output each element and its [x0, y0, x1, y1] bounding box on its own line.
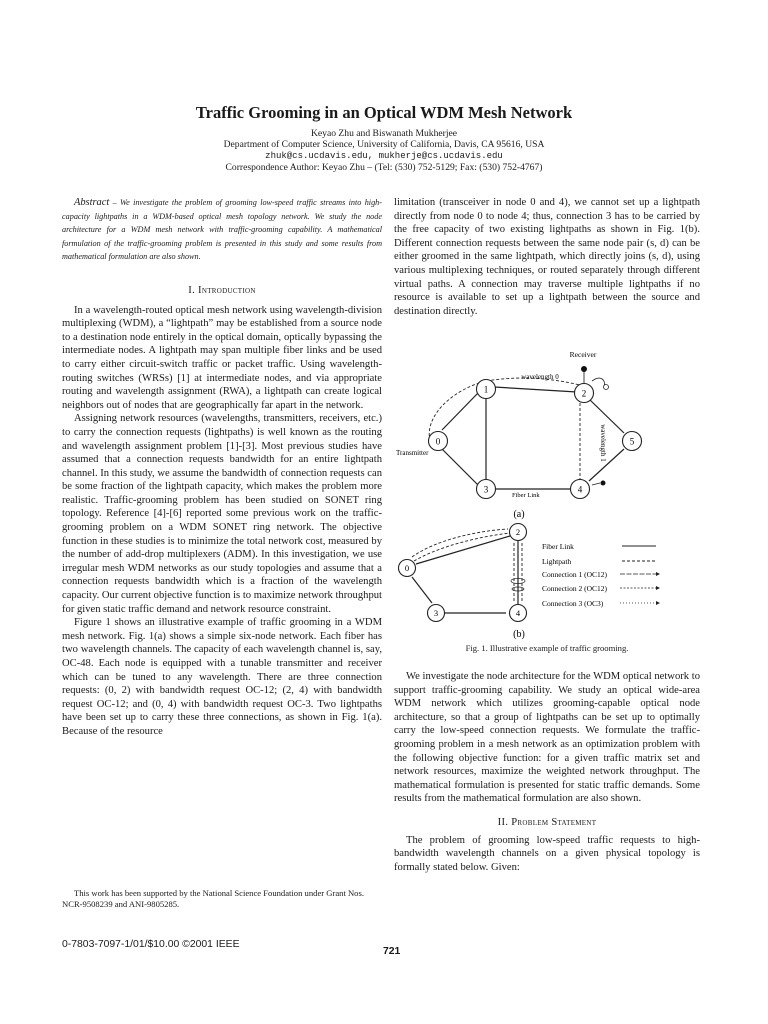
legend-fiber-link: Fiber Link: [542, 542, 574, 551]
svg-text:4: 4: [515, 608, 521, 618]
fiber-links-b: [412, 536, 518, 613]
author-names: Keyao Zhu and Biswanath Mukherjee: [311, 128, 457, 139]
section-heading-introduction: I. Introduction: [188, 284, 256, 296]
fiber-link-label: Fiber Link: [512, 492, 540, 499]
legend-connection-1: Connection 1 (OC12): [542, 570, 607, 579]
abstract-lead: Abstract: [74, 197, 110, 208]
legend-connection-3: Connection 3 (OC3): [542, 599, 604, 608]
fiber-links: [442, 384, 624, 489]
lightpaths: [429, 378, 580, 479]
legend-lightpath: Lightpath: [542, 557, 572, 566]
node-b-2: [510, 524, 527, 541]
node-1: [477, 380, 496, 399]
receiver-label: Receiver: [569, 350, 597, 359]
figure-1b: [399, 524, 661, 641]
node-2: [575, 384, 594, 403]
svg-text:4: 4: [577, 484, 583, 495]
author-affiliation: Department of Computer Science, University of California, Davis, CA 95616, USA: [223, 139, 545, 151]
page-number: 721: [383, 946, 401, 957]
paragraph: In a wavelength-routed optical mesh network using wavelength-division multiplexing (WDM), a “lightpath” may be established from a source node to a destination node entirely in the optical domain, optically bypassing the intermediate nodes. A lightpath may span multiple fiber links and be used to carry either circuit-switch traffic or packet traffic. Using wavelength-routing switches (WRSs) [1] at intermediate nodes, and via appropriate routing and wavelength assignment (RWA), a lightpath can create logical neighbors out of nodes that are geographically far apart in the network.: [62, 304, 382, 411]
correspondence-line: Correspondence Author: Keyao Zhu – (Tel: (530) 752-5129; Fax: (530) 752-4767): [225, 162, 543, 174]
receiver-icon: [581, 366, 587, 372]
node-b-3: [428, 605, 445, 622]
figure-1a: [396, 350, 642, 520]
legend-connection-2: Connection 2 (OC12): [542, 584, 607, 593]
paragraph: The problem of grooming low-speed traffic requests to high-bandwidth wavelength channels on a given physical topology is formally stated below. Given:: [394, 834, 700, 873]
right-column-bottom: [394, 670, 700, 874]
svg-text:5: 5: [629, 436, 635, 447]
wavelength1-label: wavelength 1: [599, 424, 607, 462]
left-column: [62, 196, 382, 739]
right-column-top: [394, 196, 700, 318]
node-5: [623, 432, 642, 451]
transmitter-icon: [601, 481, 606, 486]
node-b-4: [510, 605, 527, 622]
paragraph: Figure 1 shows an illustrative example of traffic grooming in a WDM mesh network. Fig. 1(a) shows a simple six-node network. Each fiber has two wavelength channels. The capacity of each wavelength channel is, say, OC-48. Each node is equipped with a tunable transmitter and receiver which can be tuned to any wavelength. There are three connection requests: (0, 2) with bandwidth request OC-12; (2, 4) with bandwidth request OC-12; and (0, 4) with bandwidth request OC-3. Two lightpaths have been set up to carry these three connections, as shown in Fig. 1(a). Because of the resource: [62, 617, 382, 737]
wavelength0-label: wavelength 0: [521, 373, 559, 381]
svg-text:1: 1: [483, 384, 489, 395]
lightpaths-b: [412, 529, 522, 603]
figure-1a-label: (a): [513, 509, 525, 520]
paragraph: limitation (transceiver in node 0 and 4), we cannot set up a lightpath directly from node 0 to node 4; thus, connection 3 has to be carried by the free capacity of two existing lightpaths as shown in Fig. 1(b). Different connection requests between the same node pair (s, d) can be either groomed in the same lightpath, which directly joins (s, d), using various multiplexing techniques, or routed separately through different virtual paths. A connection may traverse multiple lightpaths if no resource is available to set up a lightpath between the source and destination directly.: [394, 197, 700, 317]
svg-text:2: 2: [581, 388, 587, 399]
svg-text:3: 3: [483, 484, 489, 495]
figure-1: [394, 345, 700, 641]
svg-text:0: 0: [404, 563, 410, 573]
figure-1b-label: (b): [513, 629, 525, 640]
svg-text:3: 3: [433, 608, 439, 618]
paper-title: Traffic Grooming in an Optical WDM Mesh Network: [195, 103, 573, 122]
node-3: [477, 480, 496, 499]
node-b-0: [399, 560, 416, 577]
section-heading-problem-statement: II. Problem Statement: [497, 816, 597, 828]
figure-caption: Fig. 1. Illustrative example of traffic grooming.: [465, 643, 629, 653]
transmitter-label: Transmitter: [396, 449, 429, 457]
footnote: This work has been supported by the National Science Foundation under Grant Nos. NCR-9508239 and ANI-9805285.: [62, 888, 364, 909]
svg-text:0: 0: [435, 436, 441, 447]
author-block: [0, 128, 768, 174]
abstract-text: – We investigate the problem of grooming low-speed traffic streams into high-capacity lightpaths in a WDM-based optical mesh topology network. We study the node architecture for a WDM mesh network with traffic-grooming capability. A mathematical formulation of the traffic-grooming problem is presented in this study and some results from mathematical formulation are also shown.: [62, 198, 382, 262]
copyright-line: 0-7803-7097-1/01/$10.00 ©2001 IEEE: [62, 939, 240, 950]
abstract: [62, 196, 382, 264]
node-0: [429, 432, 448, 451]
svg-text:2: 2: [515, 527, 521, 537]
paragraph: Assigning network resources (wavelengths, transmitters, receivers, etc.) to carry the connection requests (lightpaths) is well known as the routing and wavelength assignment problem [1]-[3]. Most previous studies have assumed that a connection requests bandwidth for an entire lightpath channel. In this study, we assume the bandwidth of connection requests can be some fraction of the lightpath capacity, which makes the problem more realistic. Traffic-grooming problem has been studied on SONET ring topology. Reference [4]-[6] reported some previous work on the traffic-grooming problem on a WDM SONET ring network. The objective function in these studies is to minimize the total network cost, measured by the number of add-drop multiplexers (ADM). In this investigation, we use irregular mesh WDM networks as our study topologies and assume that a connection requests bandwidth which is a fraction of the wavelength capacity. Our current objective function is to maximize network throughput for given static traffic demand and network resource constraint.: [62, 413, 382, 615]
node-4: [571, 480, 590, 499]
author-emails: zhuk@cs.ucdavis.edu, mukherje@cs.ucdavis.edu: [265, 150, 503, 161]
legend: [542, 542, 660, 608]
paragraph: We investigate the node architecture for the WDM optical network to support traffic-grooming capability. We study an optical wide-area WDM network which utilizes grooming-capable optical node architecture, so that a group of lightpaths can be set up to optimally carry the low-speed connection requests. We formulate the traffic-grooming problem in a mesh network as an optimization problem with the following objective function: for a given traffic matrix set and network resources, maximize the weighted network throughput. The mathematical formulation is presented for static traffic demands. Some results from the mathematical formulation are also shown.: [394, 671, 700, 805]
